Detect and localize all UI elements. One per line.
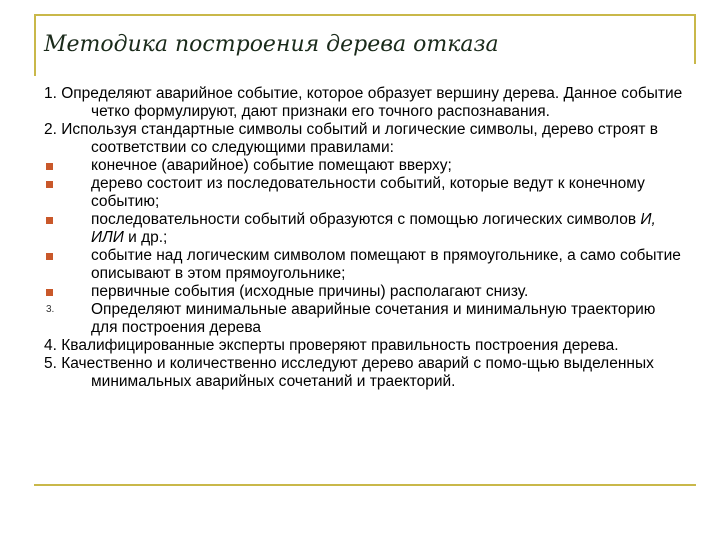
- square-bullet-icon: [46, 289, 53, 296]
- paragraph-1: 1. Определяют аварийное событие, которое образует вершину дерева. Данное событие четко формулируют, дают признаки его точного распознавания.: [44, 85, 683, 120]
- number-marker: 3.: [46, 304, 55, 315]
- frame-top-line: [34, 14, 696, 16]
- bullet-text-after: и др.;: [123, 229, 168, 246]
- bullet-item: [44, 175, 684, 211]
- paragraph-4: 4. Квалифицированные эксперты проверяют правильность построения дерева.: [44, 337, 619, 354]
- slide-title: Методика построения дерева отказа: [44, 32, 499, 57]
- bullet-text-before: последовательности событий образуются с помощью логических символов: [91, 211, 641, 228]
- bullet-item: [44, 211, 684, 247]
- square-bullet-icon: [46, 181, 53, 188]
- numbered-item-3: [44, 301, 684, 337]
- square-bullet-icon: [46, 217, 53, 224]
- square-bullet-icon: [46, 253, 53, 260]
- square-bullet-icon: [46, 163, 53, 170]
- bullet-item: [44, 157, 684, 175]
- bullet-item: [44, 283, 684, 301]
- frame-left-line: [34, 14, 36, 76]
- bullet-item: [44, 247, 684, 283]
- bullet-text-italic: И, ИЛИ: [91, 211, 656, 246]
- bullet-text: конечное (аварийное) событие помещают вверху;: [91, 157, 452, 174]
- bullet-text: дерево состоит из последовательности событий, которые ведут к конечному событию;: [91, 175, 645, 210]
- bullet-text: первичные события (исходные причины) располагают снизу.: [91, 283, 529, 300]
- slide-body: [44, 85, 684, 391]
- paragraph-2: 2. Используя стандартные символы событий и логические символы, дерево строят в соответствии со следующими правилами:: [44, 121, 658, 156]
- frame-right-line: [694, 14, 696, 64]
- bullet-text: событие над логическим символом помещают в прямоугольнике, а само событие описывают в этом прямоугольнике;: [91, 247, 681, 282]
- paragraph-5: 5. Качественно и количественно исследуют дерево аварий с помо-щью выделенных минимальных аварийных сочетаний и траекторий.: [44, 355, 654, 390]
- numbered-item-text: Определяют минимальные аварийные сочетания и минимальную траекторию для построения дерева: [91, 301, 656, 336]
- frame-bottom-line: [34, 484, 696, 486]
